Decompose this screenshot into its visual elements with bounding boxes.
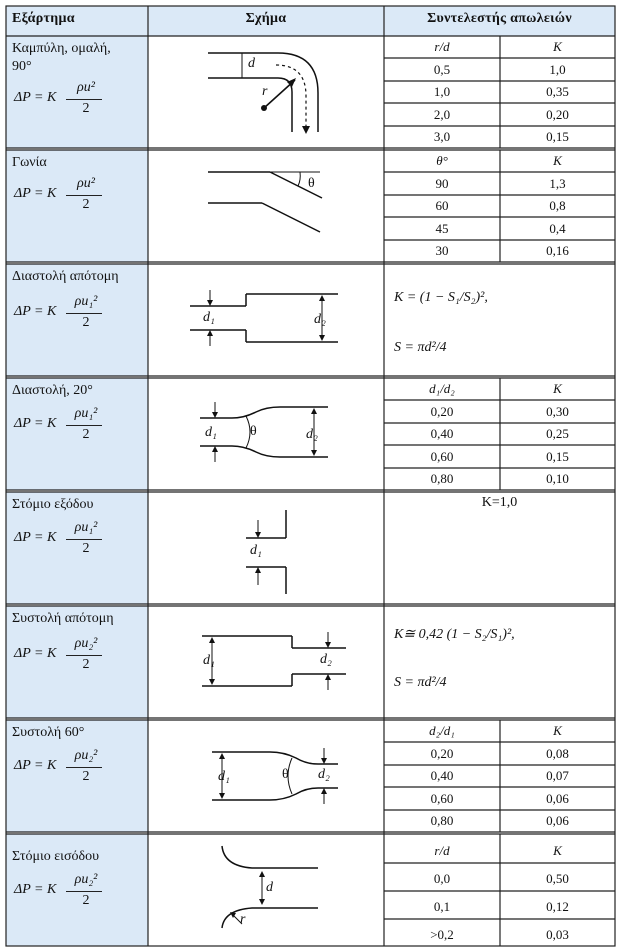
label-d2: d₂: [306, 427, 318, 442]
table-cell: 0,12: [546, 899, 569, 914]
pressure-formula: ΔP = K ρu₁² 2: [14, 520, 144, 560]
table-cell: 0,60: [430, 449, 454, 464]
table-cell: 0,50: [546, 871, 569, 886]
loss-coefficient-formula: K = (1 − S₁/S₂)²,: [394, 290, 488, 305]
table-cell: 90: [435, 176, 449, 191]
table-header: r/d: [434, 39, 450, 54]
table-cell: 45: [435, 221, 449, 236]
table-cell: 0,30: [546, 404, 569, 419]
pressure-formula: ΔP = K ρu² 2: [14, 176, 144, 216]
header-figure: Σχήμα: [245, 11, 287, 26]
label-theta: θ: [282, 767, 289, 782]
angle-figure: [208, 172, 322, 232]
table-cell: 0,5: [433, 62, 451, 77]
table-cell: 1,3: [549, 176, 566, 191]
area-formula: S = πd²/4: [394, 340, 447, 355]
label-d: d: [266, 880, 273, 895]
label-d1: d₁: [205, 425, 217, 440]
component-name: Στόμιο εισόδου: [12, 849, 100, 864]
header-component: Εξάρτημα: [12, 11, 75, 26]
table-cell: 0,35: [546, 84, 569, 99]
table-cell: 0,10: [546, 471, 569, 486]
table-cell: 0,20: [430, 404, 454, 419]
label-d1: d₁: [218, 769, 230, 784]
table-cell: 0,1: [433, 899, 451, 914]
table-cell: 0,8: [549, 198, 566, 213]
label-d: d: [248, 56, 255, 71]
component-name: Στόμιο εξόδου: [12, 497, 94, 512]
table-cell: 1,0: [433, 84, 451, 99]
label-d2: d₂: [318, 767, 330, 782]
table-cell: 2,0: [433, 107, 451, 122]
component-name: Διαστολή απότομη: [12, 269, 119, 284]
label-d1: d₁: [250, 543, 262, 558]
table-cell: 0,15: [546, 449, 569, 464]
table-cell: 0,06: [546, 813, 569, 828]
label-d1: d₁: [203, 653, 215, 668]
table-cell: 0,4: [549, 221, 566, 236]
label-r: r: [262, 84, 268, 99]
component-name: Συστολή απότομη: [12, 611, 114, 626]
table-header: K: [553, 381, 562, 396]
table-cell: 0,25: [546, 426, 569, 441]
header-loss-coefficient: Συντελεστής απωλειών: [427, 11, 572, 26]
label-d1: d₁: [203, 310, 215, 325]
table-cell: 0,07: [546, 768, 569, 783]
area-formula: S = πd²/4: [394, 675, 447, 690]
table-cell: 3,0: [433, 129, 451, 144]
table-header: K: [553, 723, 562, 738]
component-name: Γωνία: [12, 155, 47, 170]
table-cell: 0,40: [430, 426, 454, 441]
table-cell: >0,2: [430, 927, 454, 942]
table-cell: 0,08: [546, 746, 569, 761]
label-d2: d₂: [314, 312, 326, 327]
table-cell: 0,40: [430, 768, 454, 783]
loss-coefficient-value: K=1,0: [481, 495, 518, 510]
table-cell: 30: [435, 243, 449, 258]
label-r: r: [240, 912, 246, 927]
table-header: θ°: [436, 153, 448, 168]
table-cell: 0,60: [430, 791, 454, 806]
table-header: K: [553, 153, 562, 168]
label-d2: d₂: [320, 652, 332, 667]
table-cell: 0,06: [546, 791, 569, 806]
table-cell: 0,16: [546, 243, 569, 258]
loss-coefficient-formula: K≅ 0,42 (1 − S₂/S₁)²,: [394, 627, 515, 642]
table-header: K: [553, 39, 562, 54]
table-cell: 0,80: [430, 471, 454, 486]
table-cell: 0,0: [433, 871, 451, 886]
component-name: Καμπύλη, ομαλή,: [12, 41, 111, 56]
label-theta: θ: [250, 424, 257, 439]
table-cell: 1,0: [549, 62, 566, 77]
table-header: K: [553, 843, 562, 858]
component-name: Συστολή 60°: [12, 725, 85, 740]
pressure-formula: ΔP = K ρu₁² 2: [14, 406, 144, 446]
table-cell: 0,20: [546, 107, 569, 122]
pressure-formula: ΔP = K ρu₂² 2: [14, 872, 144, 912]
table-header: d₁/d₂: [429, 381, 455, 396]
pressure-formula: ΔP = K ρu₂² 2: [14, 748, 144, 788]
table-header: d₂/d₁: [429, 723, 455, 738]
component-name-2: 90°: [12, 59, 32, 74]
table-header: r/d: [434, 843, 450, 858]
table-cell: 0,03: [546, 927, 569, 942]
table-cell: 60: [435, 198, 449, 213]
table-cell: 0,15: [546, 129, 569, 144]
label-theta: θ: [308, 176, 315, 191]
pressure-formula: ΔP = K ρu₁² 2: [14, 294, 144, 334]
pressure-formula: ΔP = K ρu₂² 2: [14, 636, 144, 676]
component-name: Διαστολή, 20°: [12, 383, 93, 398]
pressure-formula: ΔP = K ρu² 2: [14, 80, 144, 120]
table-cell: 0,20: [430, 746, 454, 761]
table-cell: 0,80: [430, 813, 454, 828]
